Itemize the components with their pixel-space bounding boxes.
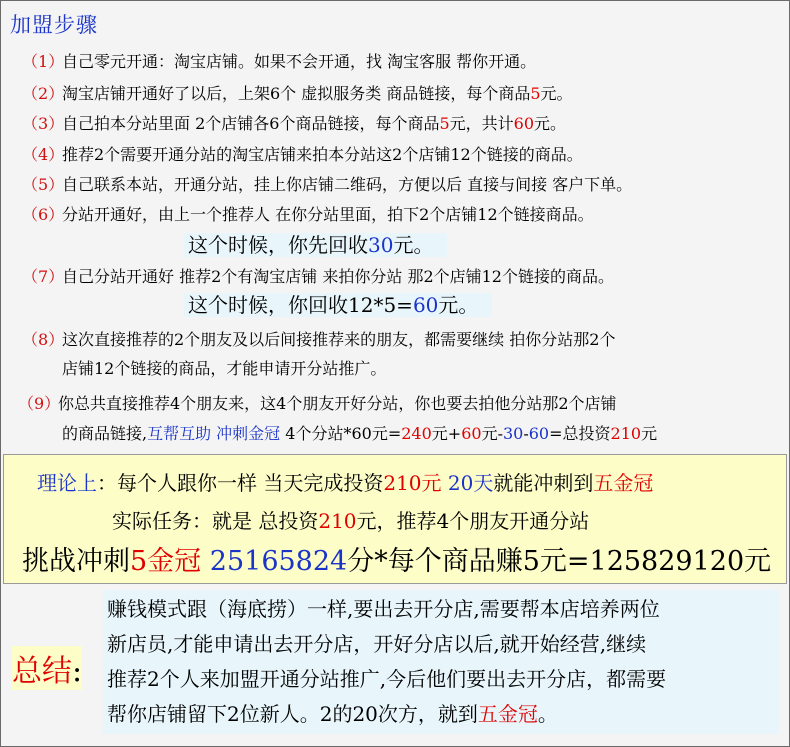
step-7-recovery: 这个时候，你回收12*5=60元。 [184, 291, 492, 319]
step-number: （2） [22, 84, 65, 103]
step-text: 你总共直接推荐4个朋友来，这4个朋友开好分站，你也要去拍他分站那2个店铺 [58, 394, 617, 413]
step-text: 淘宝店铺开通好了以后，上架6个 虚拟服务类 商品链接，每个商品5元。 [62, 84, 573, 103]
step-number: （5） [22, 175, 65, 194]
step-number: （6） [22, 205, 65, 224]
step-3 [22, 113, 567, 135]
summary-line: 帮你店铺留下2位新人。2的20次方，就到五金冠。 [107, 702, 558, 726]
summary-label: 总结: [12, 646, 82, 690]
step-5 [22, 174, 633, 196]
step-6-recovery: 这个时候，你先回收30元。 [184, 231, 447, 259]
page-title: 加盟步骤 [10, 13, 98, 37]
step-number: （1） [22, 52, 65, 71]
step-text: 推荐2个需要开通分站的淘宝店铺来拍本分站这2个店铺12个链接的商品。 [62, 145, 583, 164]
step-2 [22, 83, 573, 105]
step-number: （7） [22, 267, 65, 286]
summary-box [103, 590, 779, 734]
goal-box [3, 454, 787, 584]
step-number: （9） [18, 394, 61, 413]
step-text: 这次直接推荐的2个朋友及以后间接推荐来的朋友，都需要继续 拍你分站那2个 [62, 330, 616, 349]
step-4 [22, 144, 583, 166]
step-6 [22, 204, 594, 226]
task-line: 实际任务：就是 总投资210元，推荐4个朋友开通分站 [112, 509, 590, 533]
step-text: 店铺12个链接的商品，才能申请开分站推广。 [62, 359, 387, 378]
summary-line: 推荐2个人来加盟开通分站推广,今后他们要出去开分店，都需要 [107, 667, 667, 691]
step-1 [22, 51, 537, 73]
step-8 [22, 329, 616, 351]
step-number: （8） [22, 330, 65, 349]
step-text: 分站开通好，由上一个推荐人 在你分站里面，拍下2个店铺12个链接商品。 [62, 205, 594, 224]
step-text: 自己拍本分站里面 2个店铺各6个商品链接，每个商品5元，共计60元。 [62, 114, 567, 133]
step-number: （4） [22, 145, 65, 164]
step-text: 的商品链接,互帮互助 冲刺金冠 4个分站*60元=240元+60元-30-60=总投资210元 [62, 424, 658, 443]
step-9 [18, 393, 617, 415]
step-text: 自己零元开通：淘宝店铺。如果不会开通，找 淘宝客服 帮你开通。 [62, 52, 537, 71]
step-text: 自己分站开通好 推荐2个有淘宝店铺 来拍你分站 那2个店铺12个链接的商品。 [62, 267, 614, 286]
summary-line: 赚钱模式跟（海底捞）一样,要出去开分店,需要帮本店培养两位 [107, 597, 660, 621]
theory-line: 理论上：每个人跟你一样 当天完成投资210元 20天就能冲刺到五金冠 [37, 471, 654, 495]
step-text: 自己联系本站，开通分站，挂上你店铺二维码，方便以后 直接与间接 客户下单。 [62, 175, 633, 194]
step-number: （3） [22, 114, 65, 133]
challenge-line: 挑战冲刺5金冠 25165824分*每个商品赚5元=125829120元 [22, 546, 772, 577]
step-7 [22, 266, 614, 288]
summary-line: 新店员,才能申请出去开分店，开好分店以后,就开始经营,继续 [107, 632, 647, 656]
